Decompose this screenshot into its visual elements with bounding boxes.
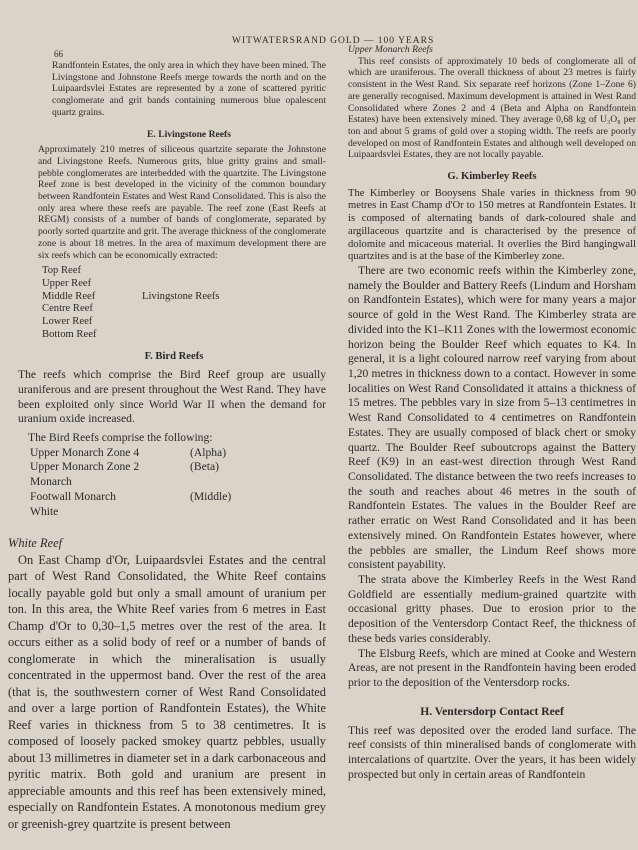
livingstone-body: Approximately 210 metres of siliceous quartzite separate the Johnstone and Livingstone Reefs. Numerous grits, blue gritty grains and small-pebble conglomerates are interbedded with the quartzite. The Livingstone Reef zone is best developed in the vicinity of the common boundary between Randfontein Estates and West Rand Consolidated. This is also the only area where these reefs are payable. The reef zone (East Reefs at REGM) consists of a number of bands of conglomerate, separated by poorly sorted quartzite and grit. The average thickness of the conglomerate zone is about 18 metres. In the area of maximum development there are six reefs which can be economically extracted: bbox=[38, 144, 326, 261]
page-number: 66 bbox=[54, 49, 63, 59]
list-item: Upper Monarch Zone 4 bbox=[30, 445, 140, 459]
kimberley-paragraph-2: There are two economic reefs within the Kimberley zone, namely the Boulder and Battery Reefs (Lindum and Horsham on Randfontein Estates), which were for many years a major source of gold in the West Rand. The Kimberley strata are divided into the K1–K11 Zones with the lowermost economic horizon being the Boulder Reef which equates to K4. In general, it is a light coloured narrow reef varying from about 1,20 metres in thickness down to a contact. However in some localities on West Rand Consolidated it attains a thickness of 15 metres. The pebbles vary in size from 5–13 centimetres in West Rand Consolidated to 4 centimetres on Randfontein Estates. They are usually composed of black chert or smoky quartz. The Boulder Reef suboutcrops against the Battery Reef (K9) in an east-west direction through West Rand Consolidated. The distance between the two reefs increases to the south and reaches about 46 metres in the south of Randfontein Estates. The values in the Boulder Reef are rather erratic on West Rand Consolidated and it has been extensively mined. On Randfontein Estates however, where the pebbles are smaller, the Lindum Reef shows more consistent payability. bbox=[348, 263, 636, 572]
bird-list-intro: The Bird Reefs comprise the following: bbox=[28, 431, 213, 445]
running-title: WITWATERSRAND GOLD — 100 YEARS bbox=[232, 36, 435, 46]
list-item: Bottom Reef bbox=[42, 328, 97, 340]
bird-reef-list bbox=[30, 446, 326, 520]
left-column bbox=[8, 60, 326, 832]
list-item-alias bbox=[190, 475, 326, 490]
list-item-alias bbox=[190, 505, 326, 520]
list-item: Monarch bbox=[30, 475, 72, 489]
list-item: White bbox=[30, 504, 59, 518]
livingstone-reef-list bbox=[42, 265, 326, 341]
bird-heading: F. Bird Reefs bbox=[144, 351, 204, 363]
list-item: Upper Reef bbox=[42, 277, 92, 289]
upper-monarch-heading: Upper Monarch Reefs bbox=[348, 44, 433, 55]
livingstone-group-label: Livingstone Reefs bbox=[142, 290, 220, 302]
white-reef-body: On East Champ d'Or, Luipaardsvlei Estates and the central part of West Rand Consolidated, the White Reef contains locally payable gold but only a small amount of uranium per ton. In this area, the White Reef varies from 6 metres in East Champ d'Or to 0,30–1,5 metres over the rest of the area. It occurs either as a solid body of reef or a number of bands of conglomerate in which the mineralisation is usually concentrated in the uppermost band. Over the rest of the area (that is, the southwestern corner of West Rand Consolidated and over a large portion of Randfontein Estates), the White Reef varies in thickness from 5 to 38 centimetres. It is composed of loosely packed smokey quartz pebbles, usually about 13 millimetres in diameter set in a dark carbonaceous and pyritic matrix. Both gold and uranium are present in appreciable amounts and this reef has been extensively mined, especially on Randfontein Estates. A monotonous medium grey or greenish-grey quartzite is present between bbox=[8, 552, 326, 831]
kimberley-paragraph-1: The Kimberley or Booysens Shale varies in thickness from 90 metres in East Champ d'Or to 150 metres at Randfontein Estates. It is composed of alternating bands of dark-coloured shale and argillaceous quartzite and is characterised by the presence of dolomite and micaceous material. It overlies the Bird hangingwall quartzites and is at the base of the Kimberley zone. bbox=[348, 187, 636, 263]
list-item-alias: (Beta) bbox=[190, 460, 219, 474]
kimberley-paragraph-3: The strata above the Kimberley Reefs in the West Rand Goldfield are essentially medium-grained quartzite with occasional gritty phases. Due to erosion prior to the deposition of the Ventersdorp Contact Reef, the thickness of these beds varies considerably. bbox=[348, 573, 636, 645]
right-column bbox=[348, 44, 636, 782]
intro-paragraph: Randfontein Estates, the only area in which they have been mined. The Livingstone and Johnstone Reefs merge towards the north and on the Luipaardsvlei Estates are represented by a zone of scattered pyritic conglomerate and grit bands containing numerous blue opalescent quartz grains. bbox=[52, 60, 326, 118]
list-item: Centre Reef bbox=[42, 303, 93, 315]
ventersdorp-heading: H. Ventersdorp Contact Reef bbox=[420, 704, 564, 718]
list-item: Top Reef bbox=[42, 265, 81, 277]
upper-monarch-body: This reef consists of approximately 10 beds of conglomerate all of which are uraniferous. The overall thickness of about 23 metres is fairly consistent in the West Rand. Six separate reef horizons (Zone 1–Zone 6) are generally recognised. Maximum development is attained in West Rand Consolidated where Zones 2 and 4 (Beta and Alpha on Randfontein Estates) have been extensively mined. They average 0,68 kg of U₃O₈ per ton and about 5 grams of gold over a stoping width. The reefs are poorly developed on most of Randfontein Estates and although well developed on Luipaardsvlei Estates, they are not locally payable. bbox=[348, 55, 636, 161]
livingstone-heading: E. Livingstone Reefs bbox=[147, 128, 231, 140]
kimberley-paragraph-4: The Elsburg Reefs, which are mined at Cooke and Western Areas, are not present in the Randfontein having been eroded prior to the deposition of the Ventersdorp rocks. bbox=[348, 646, 636, 690]
list-item-alias: (Middle) bbox=[190, 489, 232, 503]
list-item: Lower Reef bbox=[42, 316, 93, 328]
bird-body: The reefs which comprise the Bird Reef group are usually uraniferous and are present throughout the West Rand. They have been exploited only since World War II when the demand for uranium oxide increased. bbox=[18, 368, 326, 426]
ventersdorp-body: This reef was deposited over the eroded land surface. The reef consists of thin mineralised bands of conglomerate with intercalations of quartzite. Over the years, it has been widely prospected but only in certain areas of Randfontein bbox=[348, 723, 636, 781]
white-reef-heading: White Reef bbox=[8, 536, 63, 551]
list-item-alias: (Alpha) bbox=[190, 445, 227, 459]
kimberley-heading: G. Kimberley Reefs bbox=[447, 171, 537, 183]
list-item: Upper Monarch Zone 2 bbox=[30, 460, 140, 474]
list-item: Middle Reef bbox=[42, 290, 96, 302]
list-item: Footwall Monarch bbox=[30, 489, 116, 503]
